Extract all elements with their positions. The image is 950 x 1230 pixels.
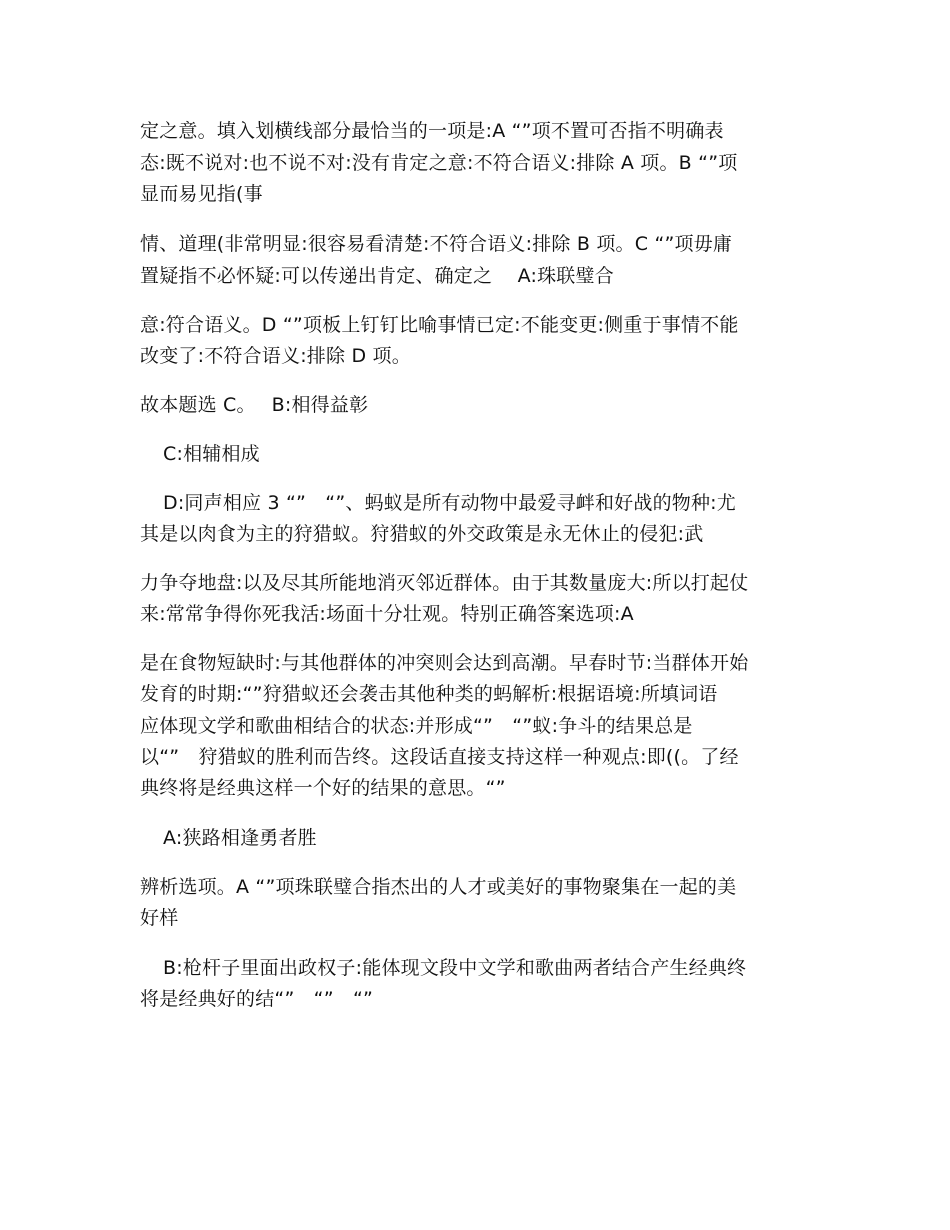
text-line: 意:符合语义。D “”项板上钉钉比喻事情已定:不能变更:侧重于事情不能: [140, 314, 739, 336]
text-line: 其是以肉食为主的狩猎蚁。狩猎蚁的外交政策是永无休止的侵犯:武: [140, 523, 704, 545]
text-line: 定之意。填入划横线部分最恰当的一项是:A “”项不置可否指不明确表: [140, 120, 724, 142]
text-line: 应体现文学和歌曲相结合的状态:并形成“” “”蚁:争斗的结果总是: [140, 715, 693, 737]
text-line: 改变了:不符合语义:排除 D 项。: [140, 345, 411, 367]
text-line: A:狭路相逢勇者胜: [163, 827, 317, 849]
text-line: 态:既不说对:也不说不对:没有肯定之意:不符合语义:排除 A 项。B “”项: [140, 152, 738, 174]
text-line: 典终将是经典这样一个好的结果的意思。“”: [140, 777, 506, 799]
text-line: 是在食物短缺时:与其他群体的冲突则会达到高潮。早春时节:当群体开始: [140, 652, 749, 674]
text-line: 以“” 狩猎蚁的胜利而告终。这段话直接支持这样一种观点:即((。了经: [140, 746, 739, 768]
text-line: 故本题选 C。 B:相得益彰: [140, 394, 369, 416]
text-line: 将是经典好的结“” “” “”: [140, 988, 374, 1010]
text-line: D:同声相应 3 “” “”、蚂蚁是所有动物中最爱寻衅和好战的物种:尤: [163, 492, 736, 514]
text-line: 好样: [140, 907, 179, 929]
text-line: 发育的时期:“”狩猎蚁还会袭击其他种类的蚂解析:根据语境:所填词语: [140, 683, 718, 705]
text-line: 置疑指不必怀疑:可以传递出肯定、确定之 A:珠联璧合: [140, 265, 614, 287]
text-line: C:相辅相成: [163, 443, 260, 465]
text-line: B:枪杆子里面出政权子:能体现文段中文学和歌曲两者结合产生经典终: [163, 957, 747, 979]
text-line: 显而易见指(事: [140, 183, 263, 205]
text-line: 力争夺地盘:以及尽其所能地消灭邻近群体。由于其数量庞大:所以打起仗: [140, 572, 749, 594]
text-line: 情、道理(非常明显:很容易看清楚:不符合语义:排除 B 项。C “”项毋庸: [140, 233, 733, 255]
text-line: 来:常常争得你死我活:场面十分壮观。特别正确答案选项:A: [140, 603, 634, 625]
text-line: 辨析选项。A “”项珠联璧合指杰出的人才或美好的事物聚集在一起的美: [140, 876, 737, 898]
